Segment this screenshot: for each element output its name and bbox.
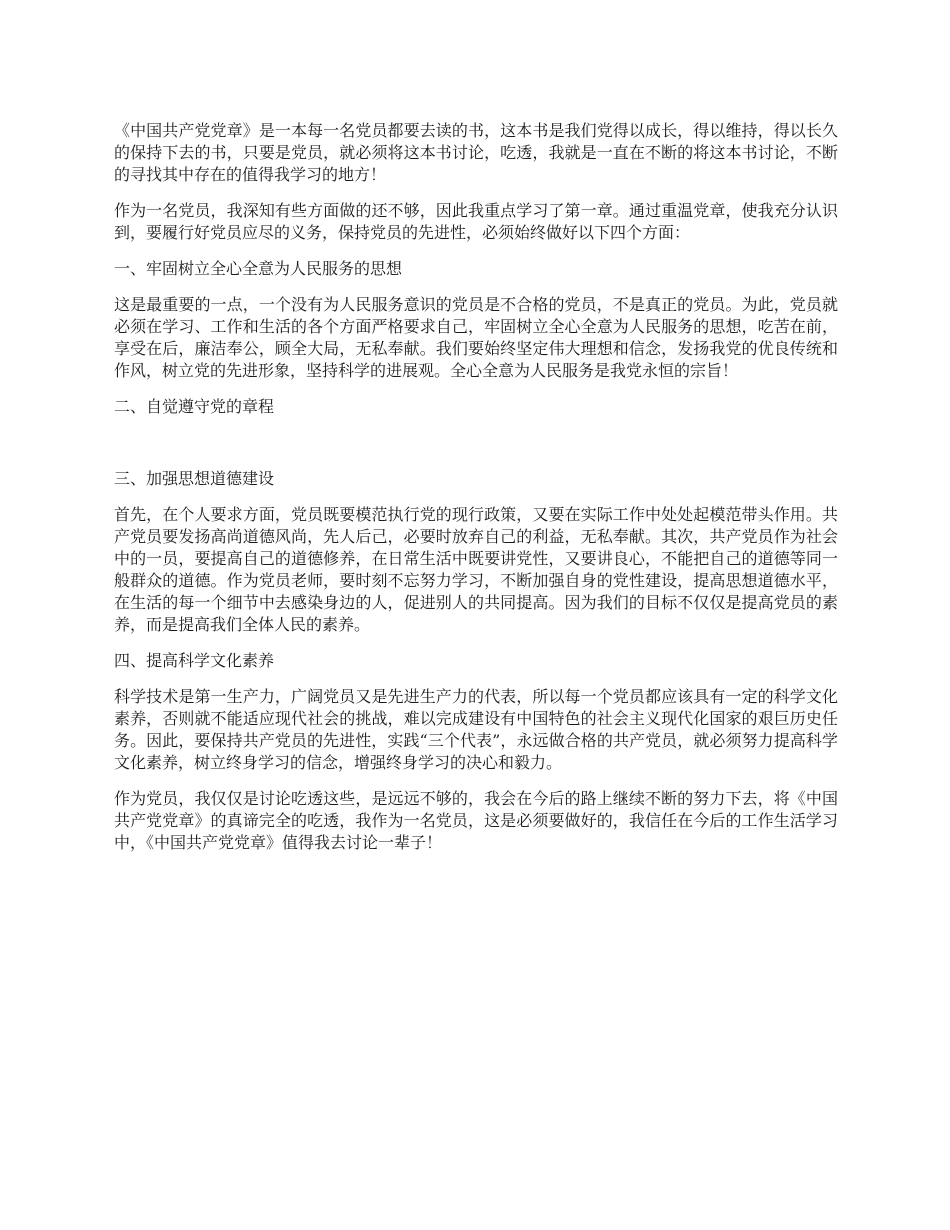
section-1-paragraph: 这是最重要的一点，一个没有为人民服务意识的党员是不合格的党员，不是真正的党员。为此，党员就必须在学习、工作和生活的各个方面严格要求自己，牢固树立全心全意为人民服务的思想，吃苦在前，享受在后，廉洁奉公，顾全大局，无私奉献。我们要始终坚定伟大理想和信念，发扬我党的优良传统和作风，树立党的先进形象，坚持科学的进展观。全心全意为人民服务是我党永恒的宗旨！	[114, 295, 838, 380]
section-heading-1: 一、牢固树立全心全意为人民服务的思想	[114, 259, 403, 278]
reflection-paragraph: 作为一名党员，我深知有些方面做的还不够，因此我重点学习了第一章。通过重温党章，使我充分认识到，要履行好党员应尽的义务，保持党员的先进性，必须始终做好以下四个方面：	[114, 201, 838, 242]
document-body	[114, 120, 838, 868]
intro-paragraph: 《中国共产党党章》是一本每一名党员都要去读的书，这本书是我们党得以成长，得以维持，得以长久的保持下去的书，只要是党员，就必须将这本书讨论，吃透，我就是一直在不断的将这本书讨论，不断的寻找其中存在的值得我学习的地方！	[114, 121, 838, 184]
section-3-paragraph: 首先，在个人要求方面，党员既要模范执行党的现行政策，又要在实际工作中处处起模范带头作用。共产党员要发扬高尚道德风尚，先人后己，必要时放弃自己的利益，无私奉献。其次，共产党员作为社会中的一员，要提高自己的道德修养，在日常生活中既要讲党性，又要讲良心，不能把自己的道德等同一般群众的道德。作为党员老师，要时刻不忘努力学习，不断加强自身的党性建设，提高思想道德水平，在生活的每一个细节中去感染身边的人，促进别人的共同提高。因为我们的目标不仅仅是提高党员的素养，而是提高我们全体人民的素养。	[114, 505, 838, 634]
blank-space	[114, 432, 838, 468]
closing-paragraph: 作为党员，我仅仅是讨论吃透这些，是远远不够的，我会在今后的路上继续不断的努力下去，将《中国共产党党章》的真谛完全的吃透，我作为一名党员，这是必须要做好的，我信任在今后的工作生活学习中，《中国共产党党章》值得我去讨论一辈子！	[114, 789, 838, 852]
section-4-paragraph: 科学技术是第一生产力，广阔党员又是先进生产力的代表，所以每一个党员都应该具有一定的科学文化素养，否则就不能适应现代社会的挑战，难以完成建设有中国特色的社会主义现代化国家的艰巨历史任务。因此，要保持共产党员的先进性，实践“三个代表”，永远做合格的共产党员，就必须努力提高科学文化素养，树立终身学习的信念，增强终身学习的决心和毅力。	[114, 687, 838, 772]
section-heading-2: 二、自觉遵守党的章程	[114, 397, 275, 416]
section-heading-3: 三、加强思想道德建设	[114, 469, 275, 488]
section-heading-4: 四、提高科学文化素养	[114, 651, 275, 670]
